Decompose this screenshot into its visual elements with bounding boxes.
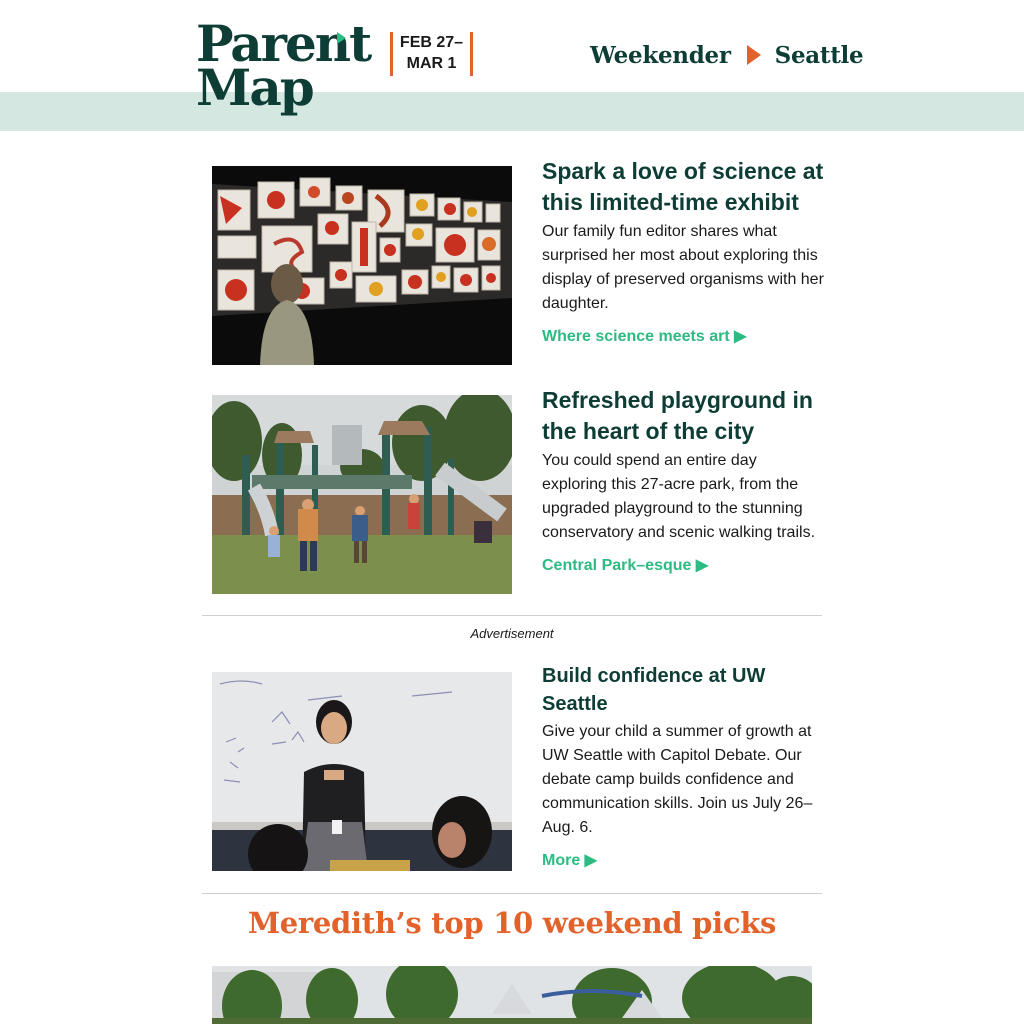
article-text bbox=[542, 385, 824, 575]
article-card bbox=[212, 156, 822, 366]
exhibit-photo[interactable] bbox=[212, 166, 512, 365]
playground-photo[interactable] bbox=[212, 395, 512, 594]
logo-line2: Map bbox=[196, 58, 313, 117]
date-end: MAR 1 bbox=[406, 55, 457, 72]
logo-play-icon bbox=[337, 32, 346, 44]
article-title[interactable]: Refreshed playground in the heart of the city bbox=[542, 387, 813, 444]
divider bbox=[202, 893, 822, 894]
article-card bbox=[212, 385, 822, 595]
logo-line1: Parent bbox=[196, 14, 371, 73]
ad-title[interactable]: Build confidence at UW Seattle bbox=[542, 665, 766, 715]
issue-date bbox=[390, 32, 473, 76]
ad-card bbox=[212, 662, 822, 874]
ad-link[interactable]: More ▶ bbox=[542, 852, 597, 869]
advertisement-label: Advertisement bbox=[470, 626, 554, 641]
article-title[interactable]: Spark a love of science at this limited-time exhibit bbox=[542, 158, 824, 215]
article-link[interactable]: Where science meets art ▶ bbox=[542, 328, 747, 345]
article-body: Our family fun editor shares what surprised her most about exploring this display of preserved organisms with her daughter. bbox=[542, 223, 824, 312]
date-start: FEB 27– bbox=[399, 34, 464, 51]
city-label: Seattle bbox=[774, 41, 864, 69]
edition-title bbox=[590, 38, 863, 72]
picks-heading: Meredith’s top 10 weekend picks bbox=[247, 906, 777, 940]
edition-label: Weekender bbox=[590, 41, 731, 69]
divider bbox=[202, 615, 822, 616]
email-header bbox=[0, 0, 1024, 131]
ad-body: Give your child a summer of growth at UW Seattle with Capitol Debate. Our debate camp builds confidence and communication skills. Join us July 26–Aug. 6. bbox=[542, 723, 813, 836]
header-band bbox=[0, 92, 1024, 131]
ad-text bbox=[542, 662, 824, 870]
weekend-picks-photo[interactable] bbox=[212, 966, 812, 1024]
article-text bbox=[542, 156, 824, 346]
article-link[interactable]: Central Park–esque ▶ bbox=[542, 557, 709, 574]
parentmap-logo[interactable] bbox=[196, 14, 371, 120]
debate-camp-photo[interactable] bbox=[212, 672, 512, 871]
play-arrow-icon bbox=[747, 45, 761, 65]
article-body: You could spend an entire day exploring this 27-acre park, from the upgraded playground to the stunning conservatory and scenic walking trails. bbox=[542, 452, 816, 541]
